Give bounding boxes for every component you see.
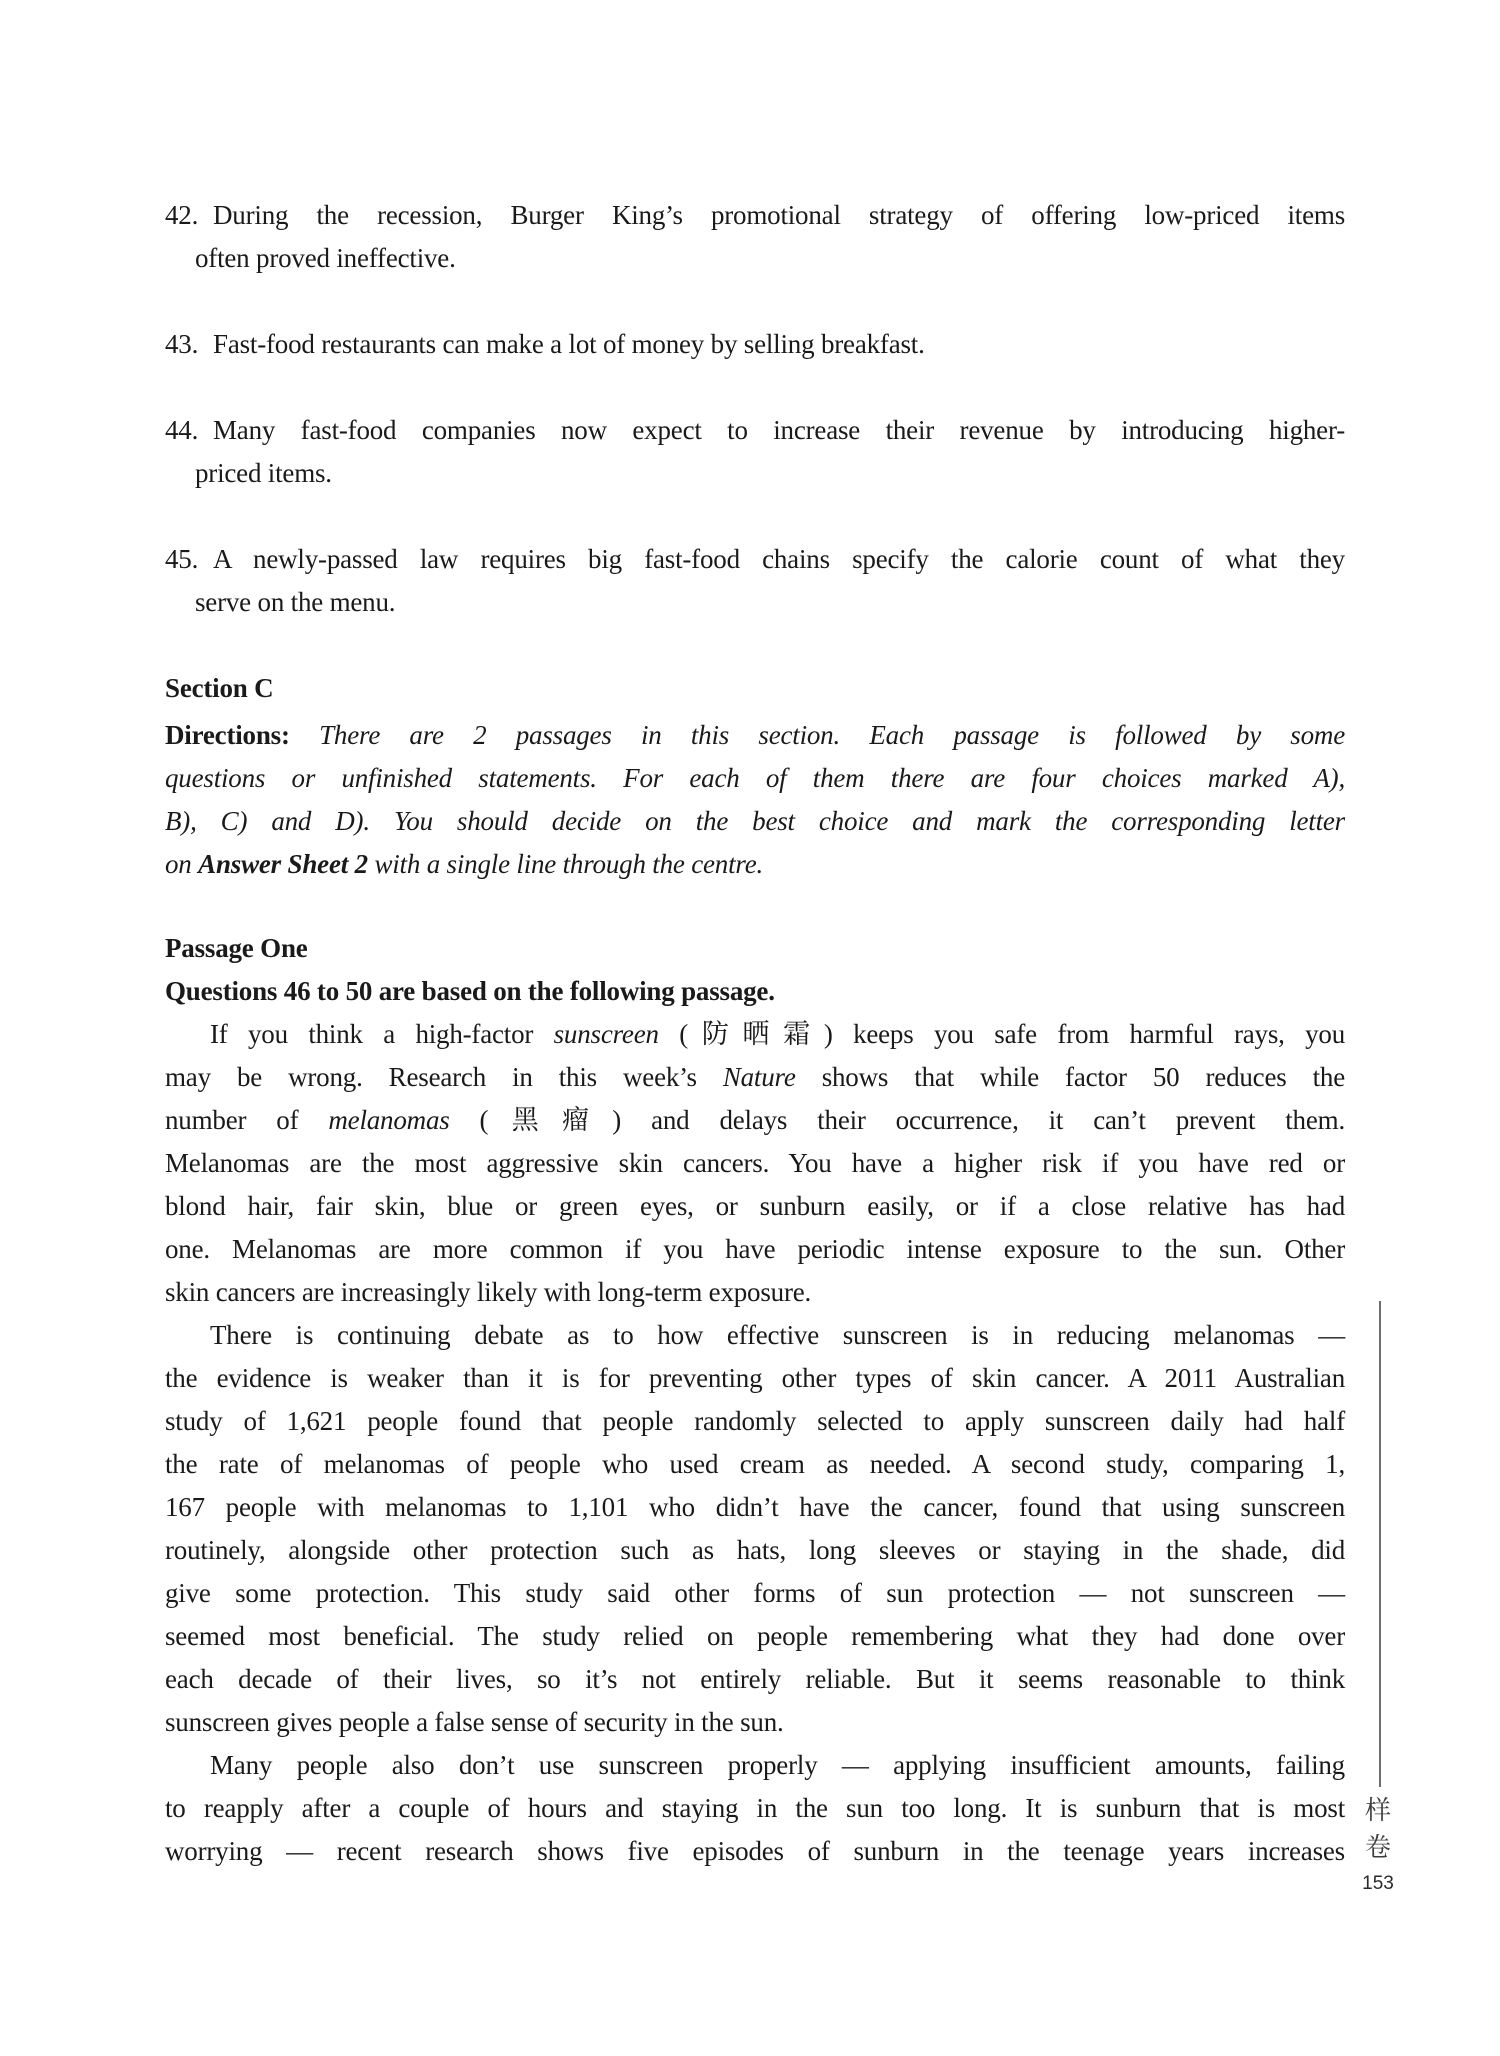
text-line	[195, 323, 1345, 366]
text-segment: (防晒霜) keeps you safe from harmful rays, you	[658, 1019, 1346, 1049]
text-segment: often proved ineffective.	[195, 243, 456, 273]
text-line	[165, 1529, 1345, 1572]
text-line	[195, 581, 1345, 624]
text-line	[165, 757, 1345, 800]
text-segment: If you think a high-factor	[210, 1019, 554, 1049]
text-segment: Many people also don’t use sunscreen properly — applying insufficient amounts, failing	[210, 1750, 1345, 1780]
text-line	[195, 409, 1345, 452]
emphasized-text: Nature	[722, 1062, 796, 1092]
text-segment: Many fast-food companies now expect to increase their revenue by introducing higher-	[213, 415, 1345, 445]
text-segment: worrying — recent research shows five episodes of sunburn in the teenage years increases	[165, 1836, 1345, 1866]
question-item-42	[165, 194, 1345, 280]
question-item-43	[165, 323, 1345, 366]
text-segment: (黑瘤) and delays their occurrence, it can’t prevent them.	[449, 1105, 1345, 1135]
text-line	[165, 1830, 1345, 1873]
text-line	[165, 1701, 1345, 1744]
text-line	[165, 1486, 1345, 1529]
side-label-char: 样	[1364, 1796, 1391, 1825]
text-line	[165, 1056, 1345, 1099]
emphasized-text: melanomas	[328, 1105, 450, 1135]
text-segment: serve on the menu.	[195, 587, 396, 617]
text-line	[195, 237, 1345, 280]
question-item-45	[165, 538, 1345, 624]
text-segment: study of 1,621 people found that people randomly selected to apply sunscreen daily had half	[165, 1406, 1345, 1436]
text-line	[165, 714, 1345, 757]
text-line	[165, 1099, 1345, 1142]
page-number: 153	[1362, 1873, 1394, 1894]
emphasized-text: Answer Sheet 2	[198, 849, 368, 879]
text-segment: There is continuing debate as to how effective sunscreen is in reducing melanomas —	[210, 1320, 1345, 1350]
text-line	[165, 1744, 1345, 1787]
emphasized-text: on	[165, 849, 199, 879]
text-line	[165, 1658, 1345, 1701]
emphasized-text: questions or unfinished statements. For each of them there are four choices marked A),	[165, 763, 1345, 793]
page-content	[165, 194, 1345, 1873]
passage-paragraph-3	[165, 1744, 1345, 1873]
text-line	[165, 1314, 1345, 1357]
text-line	[165, 843, 1345, 886]
text-segment: routinely, alongside other protection such as hats, long sleeves or staying in the shade, did	[165, 1535, 1345, 1565]
text-line	[165, 1271, 1345, 1314]
text-segment: 167 people with melanomas to 1,101 who didn’t have the cancer, found that using sunscreen	[165, 1492, 1345, 1522]
question-number: 44.	[165, 415, 199, 445]
text-segment: blond hair, fair skin, blue or green eyes, or sunburn easily, or if a close relative has had	[165, 1191, 1345, 1221]
margin-rule	[1379, 1301, 1381, 1787]
text-segment: each decade of their lives, so it’s not entirely reliable. But it seems reasonable to think	[165, 1664, 1345, 1694]
passage-paragraph-2	[165, 1314, 1345, 1744]
text-line	[165, 1572, 1345, 1615]
emphasized-text: Directions:	[165, 720, 290, 750]
text-line	[165, 800, 1345, 843]
question-number: 43.	[165, 329, 199, 359]
text-line	[195, 194, 1345, 237]
text-line	[165, 1400, 1345, 1443]
text-segment: sunscreen gives people a false sense of security in the sun.	[165, 1707, 784, 1737]
text-segment: priced items.	[195, 458, 332, 488]
passage-paragraph-1	[165, 1013, 1345, 1314]
question-number: 45.	[165, 544, 199, 574]
text-segment: Fast-food restaurants can make a lot of money by selling breakfast.	[213, 329, 925, 359]
question-number: 42.	[165, 200, 199, 230]
passage-one-heading: Passage One	[165, 933, 308, 963]
text-line	[165, 1013, 1345, 1056]
text-line	[165, 1443, 1345, 1486]
text-segment: skin cancers are increasingly likely with long-term exposure.	[165, 1277, 812, 1307]
text-line	[165, 1787, 1345, 1830]
side-label-char: 卷	[1364, 1833, 1391, 1862]
text-segment: may be wrong. Research in this week’s	[165, 1062, 723, 1092]
text-segment: the rate of melanomas of people who used cream as needed. A second study, comparing 1,	[165, 1449, 1345, 1479]
text-line	[195, 538, 1345, 581]
text-segment: A newly-passed law requires big fast-food chains specify the calorie count of what they	[213, 544, 1345, 574]
directions-paragraph	[165, 714, 1345, 886]
emphasized-text: with a single line through the centre.	[367, 849, 764, 879]
text-line	[195, 452, 1345, 495]
question-text	[195, 323, 1345, 366]
question-item-44	[165, 409, 1345, 495]
emphasized-text: There are 2 passages in this section. Each passage is followed by some	[319, 720, 1345, 750]
passage-one-questions-range: Questions 46 to 50 are based on the following passage.	[165, 976, 775, 1006]
text-segment: give some protection. This study said other forms of sun protection — not sunscreen —	[165, 1578, 1345, 1608]
emphasized-text: sunscreen	[553, 1019, 659, 1049]
text-segment: seemed most beneficial. The study relied on people remembering what they had done over	[165, 1621, 1345, 1651]
text-segment: number of	[165, 1105, 329, 1135]
question-text	[195, 538, 1345, 624]
text-line	[165, 1142, 1345, 1185]
emphasized-text: B), C) and D). You should decide on the best choice and mark the corresponding letter	[165, 806, 1345, 836]
text-segment: to reapply after a couple of hours and staying in the sun too long. It is sunburn that is most	[165, 1793, 1345, 1823]
question-text	[195, 194, 1345, 280]
text-line	[165, 1185, 1345, 1228]
text-segment: shows that while factor 50 reduces the	[795, 1062, 1345, 1092]
text-line	[165, 1615, 1345, 1658]
text-segment: Melanomas are the most aggressive skin cancers. You have a higher risk if you have red or	[165, 1148, 1345, 1178]
question-text	[195, 409, 1345, 495]
section-c-heading: Section C	[165, 673, 274, 703]
text-line	[165, 1357, 1345, 1400]
text-line	[165, 1228, 1345, 1271]
text-segment: one. Melanomas are more common if you have periodic intense exposure to the sun. Other	[165, 1234, 1345, 1264]
text-segment	[290, 720, 319, 750]
text-segment: the evidence is weaker than it is for preventing other types of skin cancer. A 2011 Australian	[165, 1363, 1345, 1393]
text-segment: During the recession, Burger King’s promotional strategy of offering low-priced items	[213, 200, 1345, 230]
sample-paper-side-label	[1356, 1792, 1400, 1866]
